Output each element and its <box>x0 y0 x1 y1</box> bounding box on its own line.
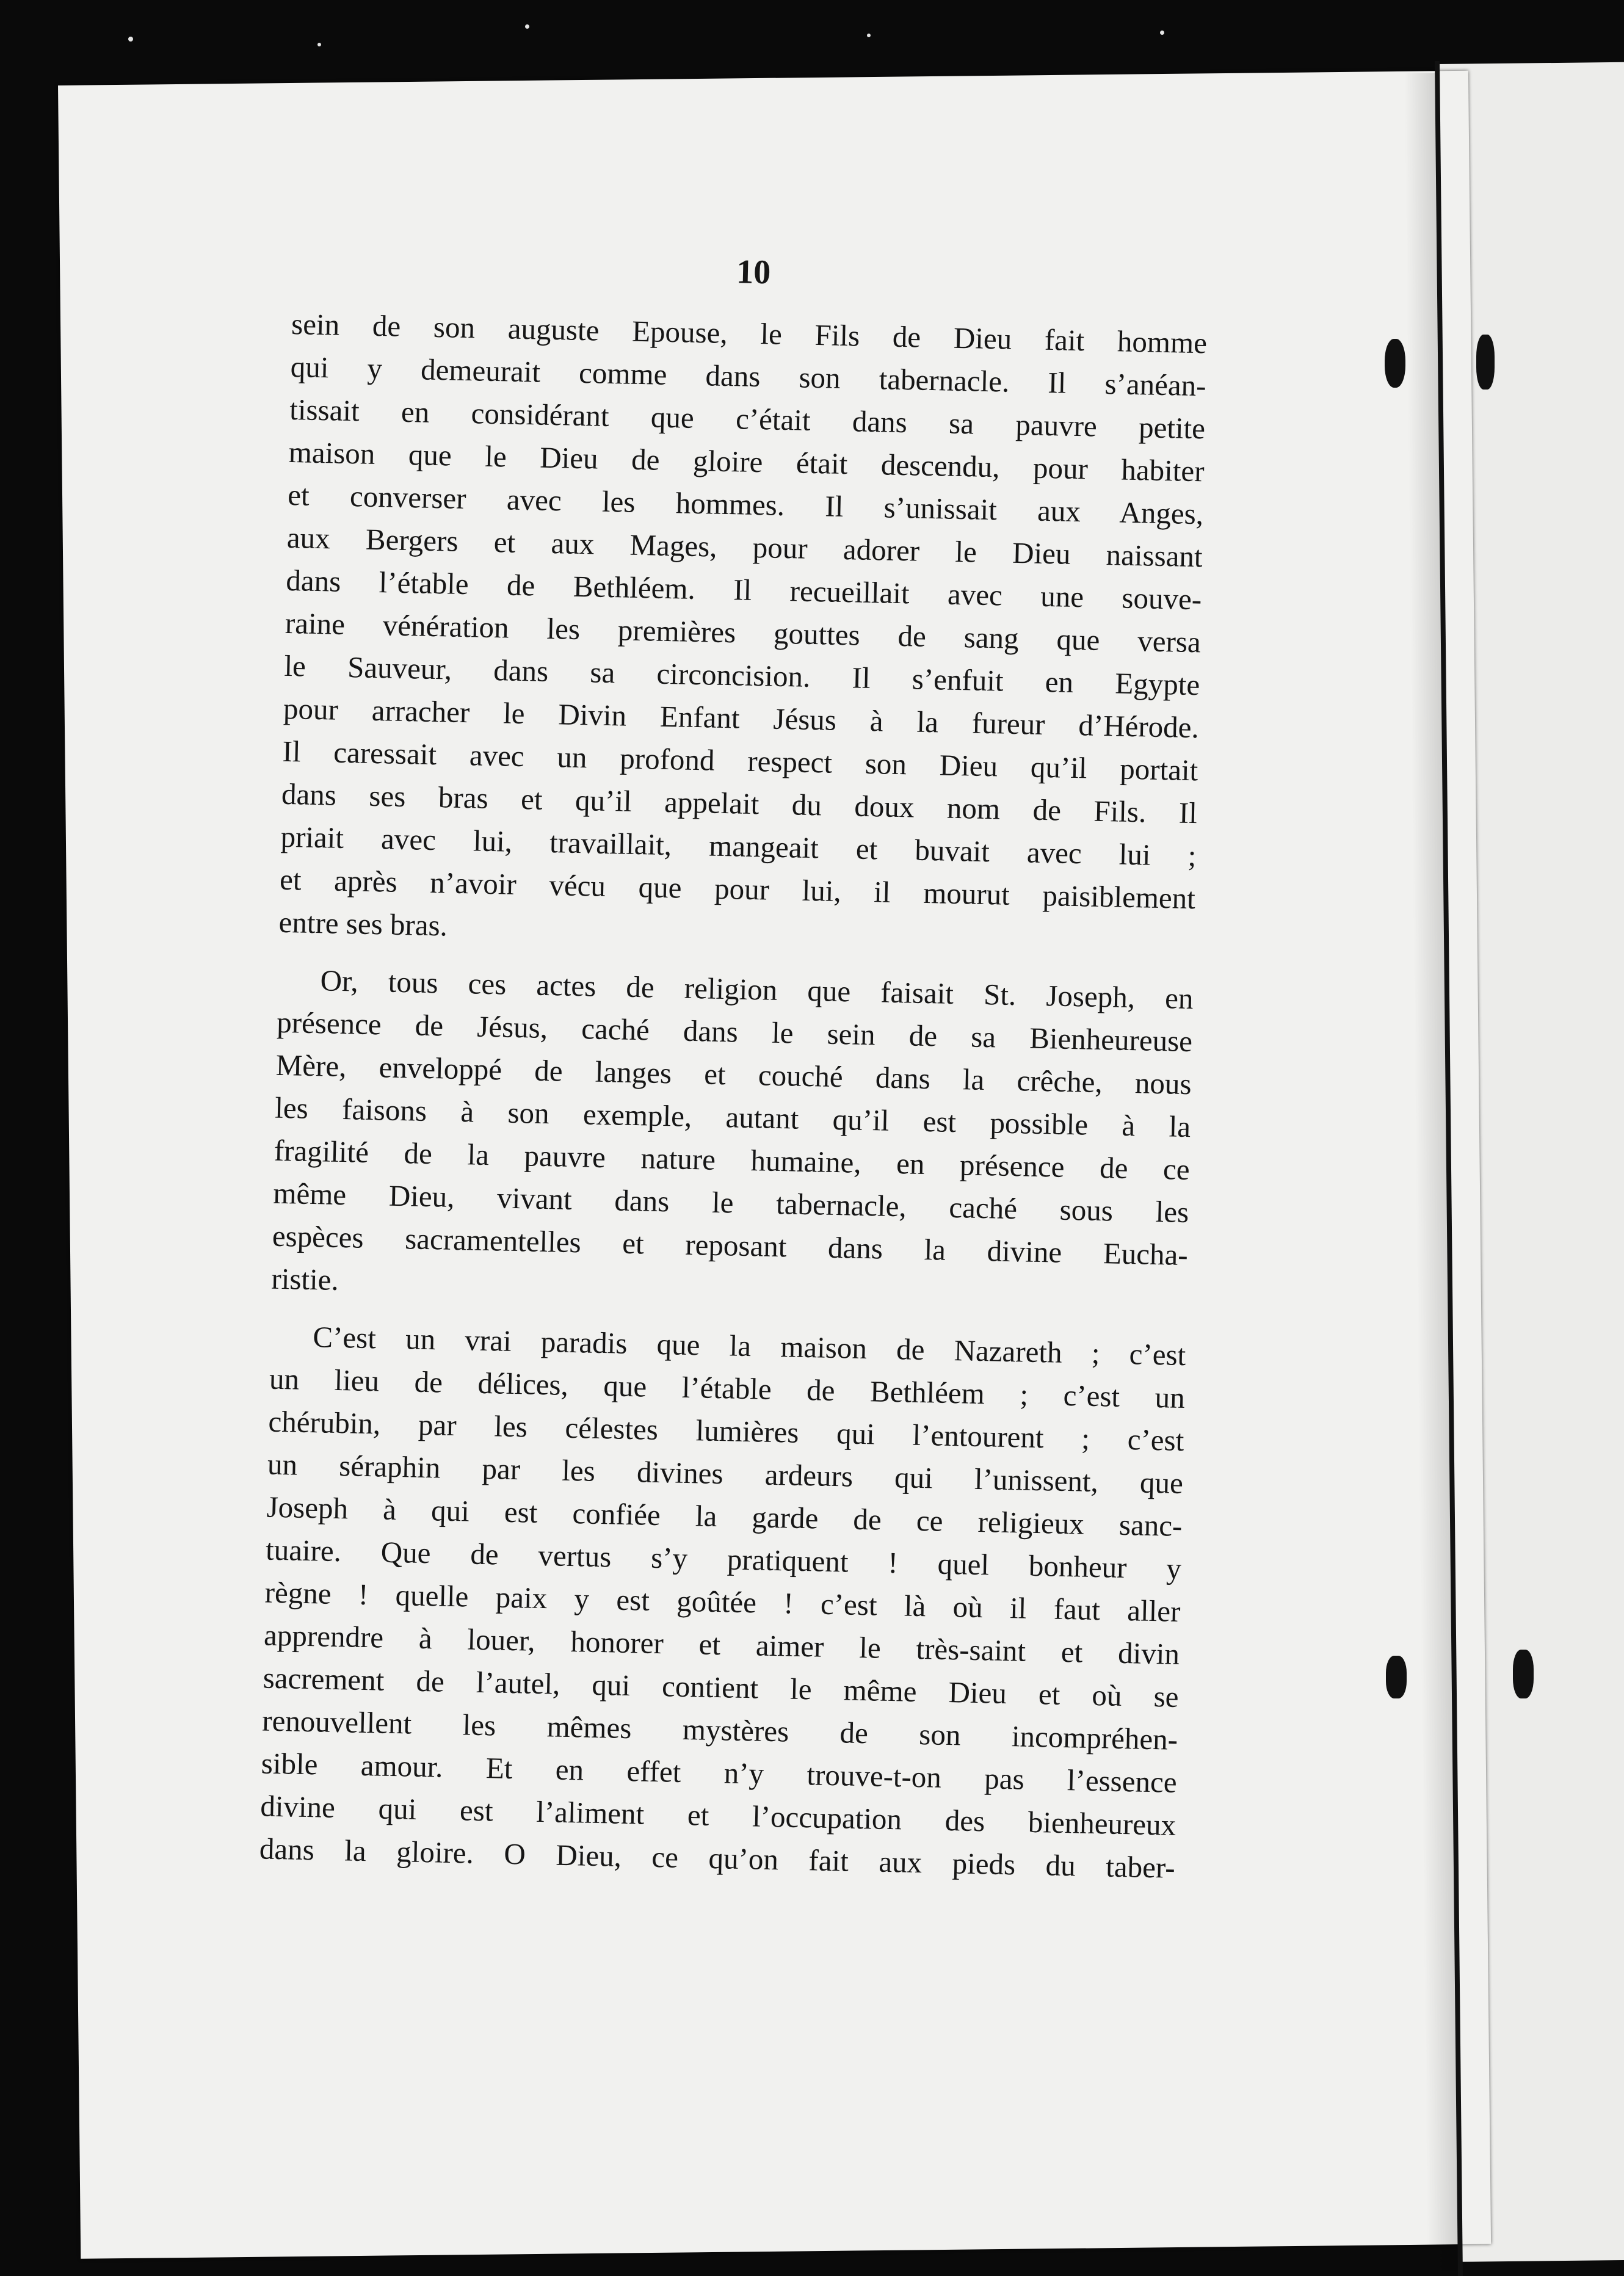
paragraph <box>259 1315 1186 1890</box>
text-line: un séraphin par les divines ardeurs qui l’unissent, que <box>267 1447 1184 1500</box>
text-line: un lieu de délices, que l’étable de Bethléem ; c’est un <box>269 1361 1186 1415</box>
dust-speck <box>867 34 871 37</box>
text-line: dans ses bras et qu’il appelait du doux nom de Fils. Il <box>281 777 1198 830</box>
page-number: 10 <box>736 253 771 292</box>
text-line: Or, tous ces actes de religion que faisait St. Joseph, en <box>320 963 1194 1016</box>
text-line: fragilité de la pauvre nature humaine, en présence de ce <box>274 1133 1191 1187</box>
binding-mark <box>1513 1650 1534 1698</box>
text-line: ristie. <box>270 1261 339 1297</box>
text-line: Joseph à qui est confiée la garde de ce religieux sanc- <box>266 1490 1183 1543</box>
text-line: renouvellent les mêmes mystères de son incompréhen- <box>261 1703 1178 1756</box>
text-line: espèces sacramentelles et reposant dans la divine Eucha- <box>272 1219 1189 1272</box>
text-line: divine qui est l’aliment et l’occupation des bienheureux <box>259 1789 1176 1842</box>
text-line: C’est un vrai paradis que la maison de Nazareth ; c’est <box>312 1320 1186 1372</box>
text-line: sacrement de l’autel, qui contient le même Dieu et où se <box>263 1661 1180 1714</box>
text-line: tissait en considérant que c’était dans sa pauvre petite <box>289 392 1206 446</box>
text-line: présence de Jésus, caché dans le sein de sa Bienheureuse <box>276 1005 1193 1059</box>
text-line: dans la gloire. O Dieu, ce qu’on fait aux pieds du taber- <box>259 1832 1176 1885</box>
text-line: qui y demeurait comme dans son tabernacle. Il s’anéan- <box>290 349 1207 403</box>
paragraph <box>271 959 1194 1319</box>
text-line: et après n’avoir vécu que pour lui, il mourut paisiblement <box>279 862 1196 916</box>
text-line: aux Bergers et aux Mages, pour adorer le Dieu naissant <box>286 520 1203 574</box>
text-line: même Dieu, vivant dans le tabernacle, caché sous les <box>272 1176 1189 1230</box>
text-line: Il caressait avec un profond respect son Dieu qu’il portait <box>282 734 1198 788</box>
text-line: sein de son auguste Epouse, le Fils de Dieu fait homme <box>291 306 1208 360</box>
dust-speck <box>525 24 529 29</box>
text-line: et converser avec les hommes. Il s’unissait aux Anges, <box>287 477 1204 531</box>
page-text <box>259 244 1209 1904</box>
text-line: maison que le Dieu de gloire était descendu, pour habiter <box>288 435 1205 488</box>
text-line: sible amour. Et en effet n’y trouve-t-on pas l’essence <box>261 1746 1178 1799</box>
text-line: dans l’étable de Bethléem. Il recueillait avec une souve- <box>285 563 1202 617</box>
text-line: tuaire. Que de vertus s’y pratiquent ! quel bonheur y <box>265 1532 1182 1586</box>
dust-speck <box>317 43 321 46</box>
text-line: les faisons à son exemple, autant qu’il est possible à la <box>274 1090 1191 1144</box>
text-line: apprendre à louer, honorer et aimer le très-saint et divin <box>263 1618 1180 1671</box>
text-line: le Sauveur, dans sa circoncision. Il s’enfuit en Egypte <box>283 648 1200 702</box>
text-line: pour arracher le Divin Enfant Jésus à la fureur d’Hérode. <box>283 691 1200 745</box>
text-line: raine vénération les premières gouttes de sang que versa <box>285 606 1202 659</box>
dust-speck <box>1160 31 1164 35</box>
binding-mark <box>1385 339 1405 388</box>
text-line: priait avec lui, travaillait, mangeait et buvait avec lui ; <box>280 819 1197 873</box>
paragraph <box>278 303 1208 963</box>
binding-mark <box>1386 1656 1407 1698</box>
text-line: entre ses bras. <box>278 905 448 943</box>
text-line: règne ! quelle paix y est goûtée ! c’est là où il faut aller <box>264 1575 1181 1628</box>
dust-speck <box>128 37 133 42</box>
text-line: Mère, enveloppé de langes et couché dans la crêche, nous <box>275 1048 1192 1101</box>
binding-mark <box>1476 335 1495 390</box>
text-line: chérubin, par les célestes lumières qui l’entourent ; c’est <box>268 1404 1184 1457</box>
